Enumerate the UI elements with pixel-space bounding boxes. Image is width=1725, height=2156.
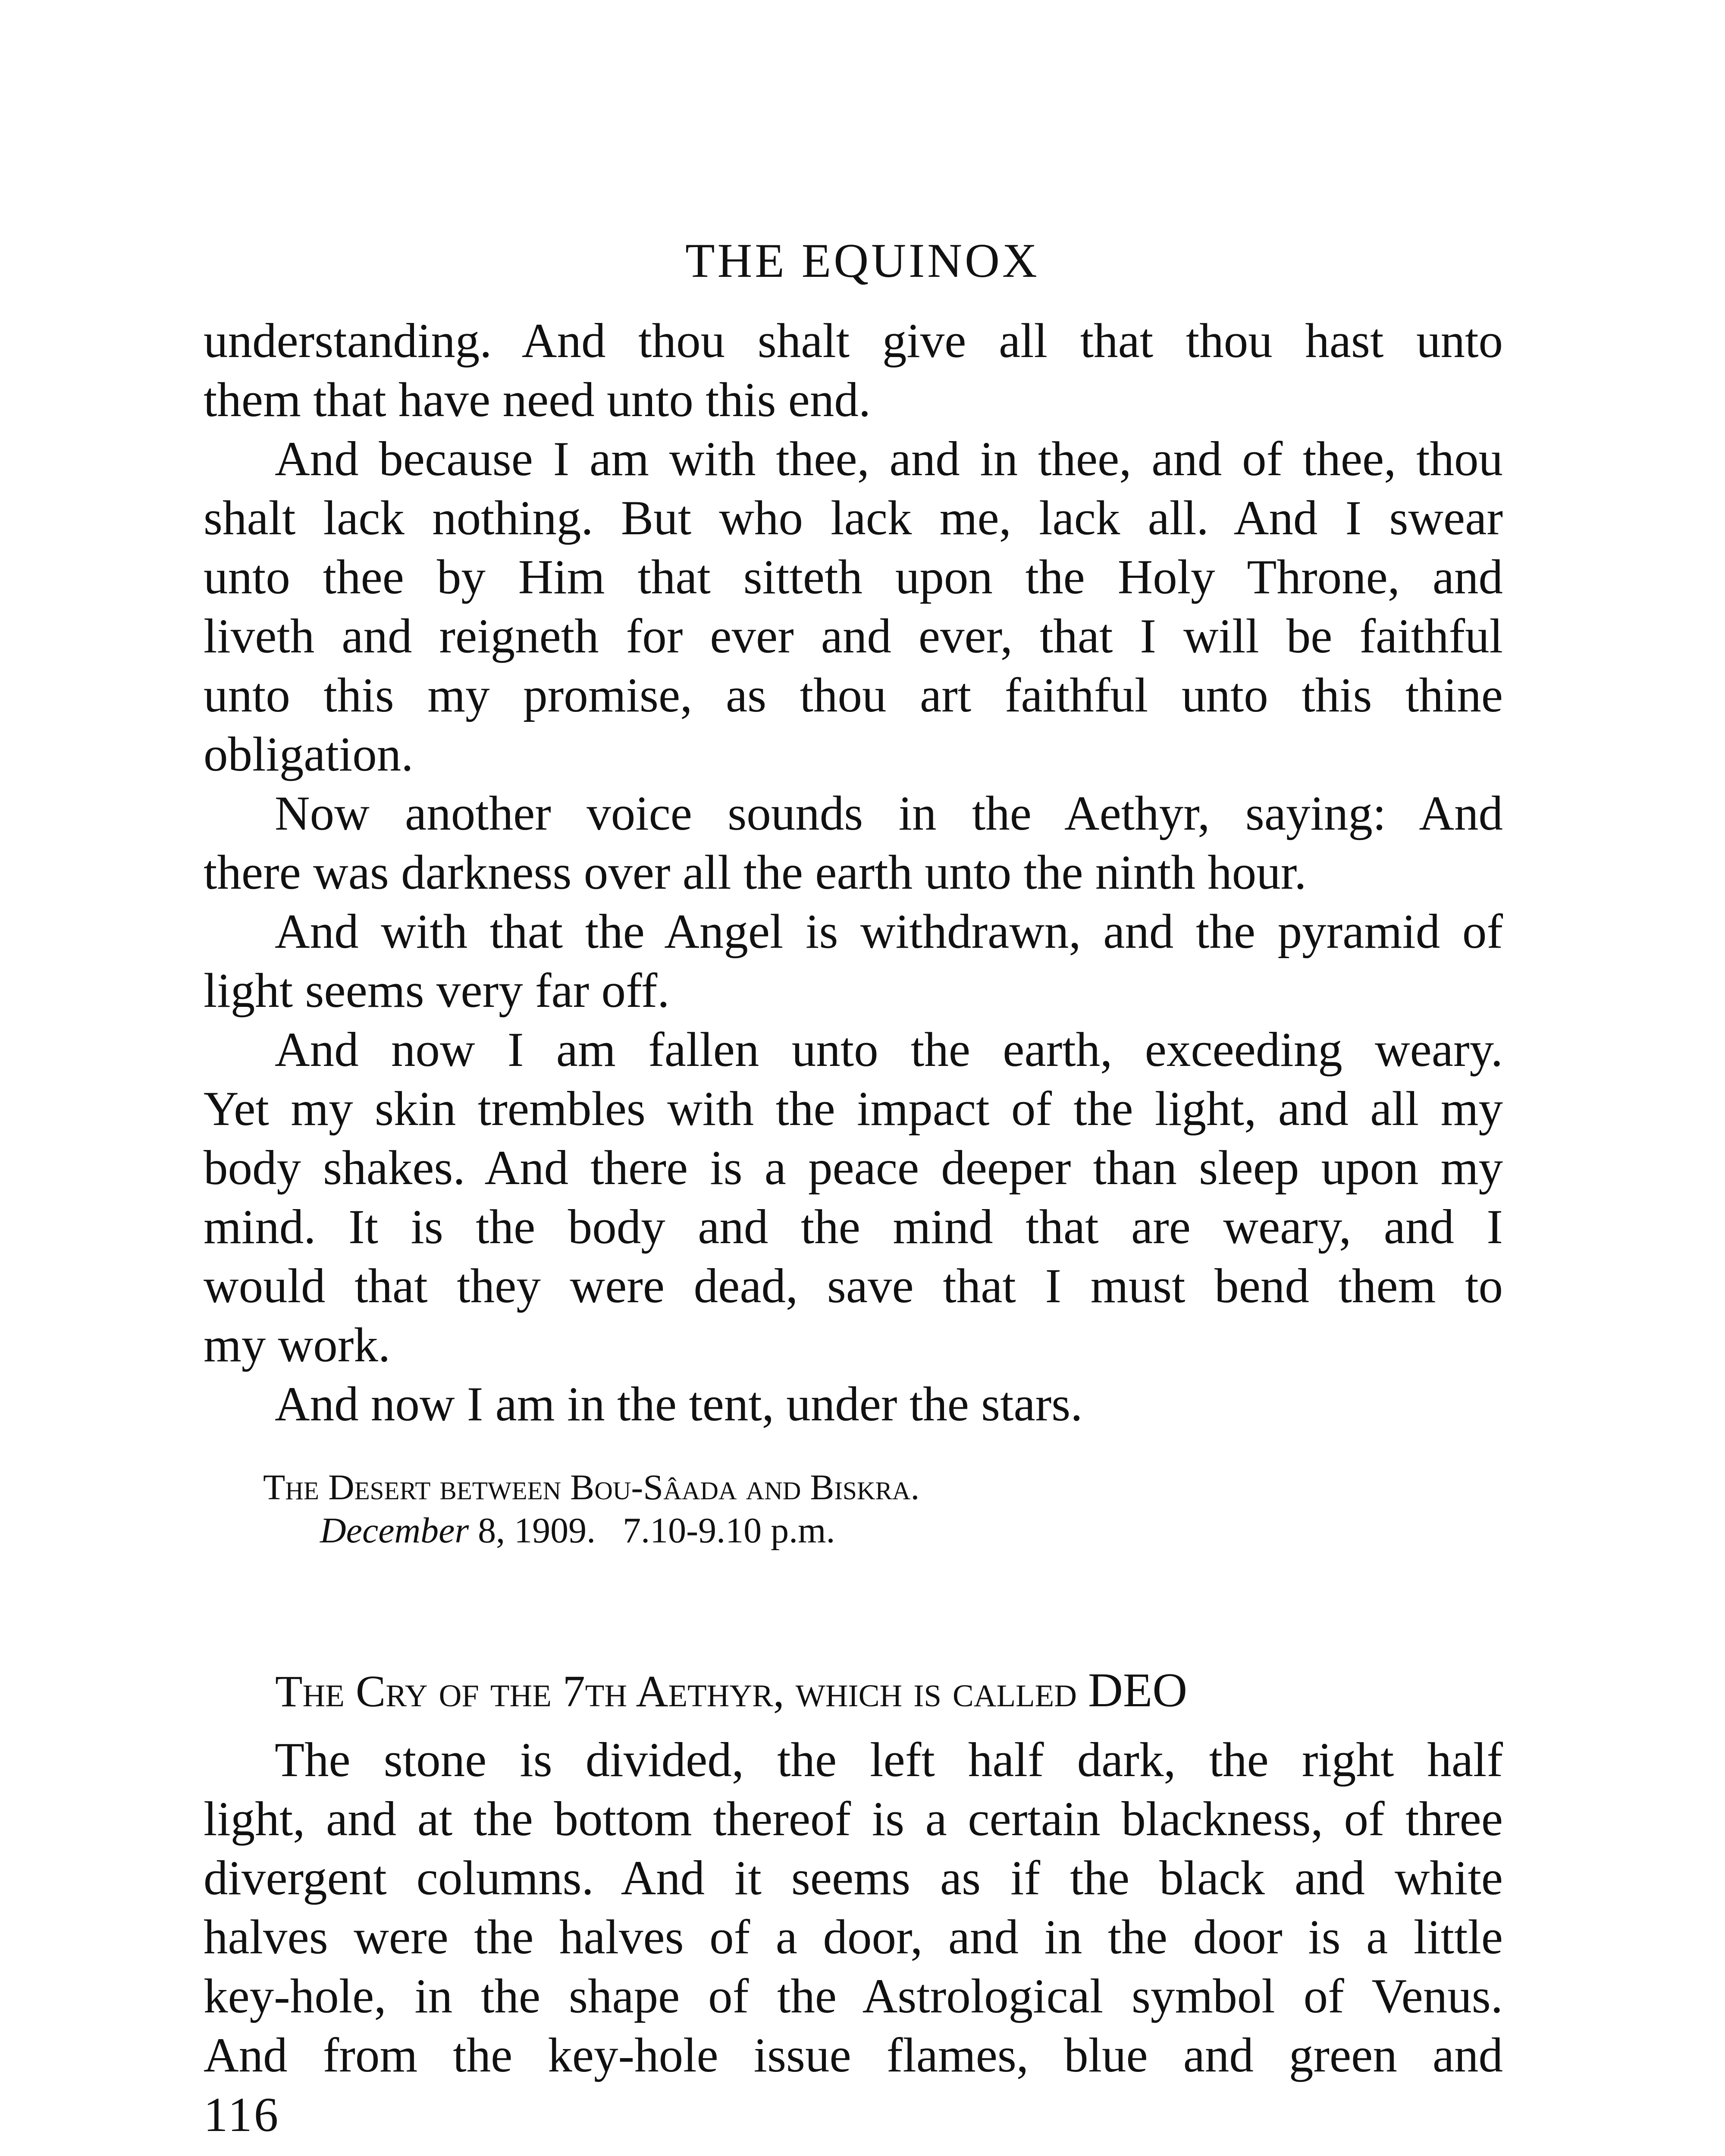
text-line: shalt lack nothing. But who lack me, lack all. And I swear	[204, 491, 1503, 545]
text-line: unto this my promise, as thou art faithful unto this thine	[204, 668, 1503, 722]
text-line: halves were the halves of a door, and in the door is a little	[204, 1910, 1503, 1964]
text-line: body shakes. And there is a peace deeper than sleep upon my	[204, 1141, 1503, 1195]
signature-date	[320, 1509, 835, 1552]
signature-date-rest: 8, 1909. 7.10-9.10 p.m.	[469, 1510, 835, 1551]
text-line: And now I am in the tent, under the stars.	[275, 1377, 1083, 1431]
text-line: my work.	[204, 1318, 391, 1372]
text-line: And with that the Angel is withdrawn, and the pyramid of	[275, 905, 1503, 959]
text-line: understanding. And thou shalt give all that thou hast unto	[204, 314, 1503, 368]
body-text-section-1	[204, 311, 1503, 1434]
text-line: unto thee by Him that sitteth upon the Holy Throne, and	[204, 550, 1503, 604]
text-line: them that have need unto this end.	[204, 373, 871, 427]
text-line: divergent columns. And it seems as if the black and white	[204, 1851, 1503, 1905]
text-line: light seems very far off.	[204, 964, 670, 1018]
section-heading	[275, 1662, 1187, 1720]
running-head: THE EQUINOX	[685, 234, 1040, 288]
text-line: The stone is divided, the left half dark, the right half	[275, 1733, 1503, 1787]
text-line: And because I am with thee, and in thee, and of thee, thou	[275, 432, 1503, 486]
text-line: And now I am fallen unto the earth, exceeding weary.	[275, 1023, 1503, 1077]
text-line: mind. It is the body and the mind that are weary, and I	[204, 1200, 1503, 1254]
body-text-section-2	[204, 1730, 1503, 2085]
text-line: would that they were dead, save that I must bend them to	[204, 1259, 1503, 1313]
text-line: there was darkness over all the earth unto the ninth hour.	[204, 846, 1307, 899]
text-line: obligation.	[204, 727, 414, 781]
page-number: 116	[204, 2088, 280, 2142]
text-line: liveth and reigneth for ever and ever, that I will be faithful	[204, 609, 1503, 663]
text-line: And from the key-hole issue flames, blue and green and	[204, 2028, 1503, 2082]
text-line: light, and at the bottom thereof is a certain blackness, of three	[204, 1792, 1503, 1846]
signature-date-month: December	[320, 1510, 469, 1551]
text-line: Now another voice sounds in the Aethyr, saying: And	[275, 787, 1503, 840]
section-heading-text: The Cry of the 7th Aethyr, which is called	[275, 1667, 1088, 1716]
text-line: key-hole, in the shape of the Astrological symbol of Venus.	[204, 1969, 1503, 2023]
signature-place: The Desert between Bou-Sâada and Biskra.	[263, 1467, 920, 1507]
section-heading-name: DEO	[1088, 1664, 1188, 1717]
text-line: Yet my skin trembles with the impact of the light, and all my	[204, 1082, 1503, 1136]
